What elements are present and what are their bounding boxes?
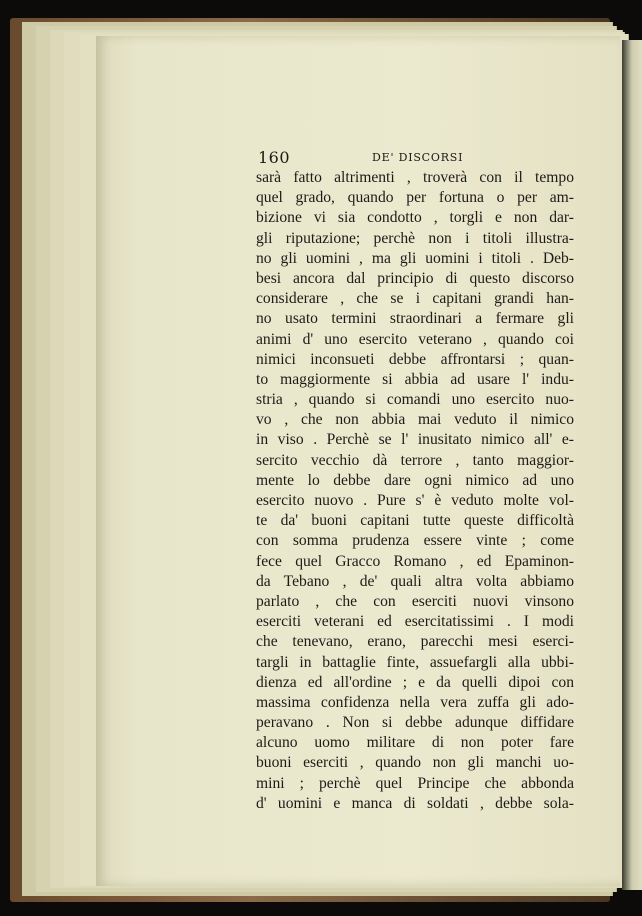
text-line: fece quel Gracco Romano , ed Epaminon- — [256, 552, 574, 570]
text-line: targli in battaglie finte, assuefargli alla ubbi- — [256, 653, 574, 671]
text-line: stria , quando si comandi uno esercito nuo- — [256, 391, 574, 409]
text-line: d' uomini e manca di soldati , debbe sola- — [256, 794, 574, 812]
page-header — [258, 148, 574, 168]
text-line: quel grado, quando per fortuna o per am- — [256, 189, 574, 207]
text-line: con somma prudenza essere vinte ; come — [256, 532, 574, 550]
text-line: no usato termini straordinari a fermare gli — [256, 310, 574, 328]
text-line: sarà fatto altrimenti , troverà con il tempo — [256, 169, 574, 186]
facing-page-edge — [622, 40, 642, 890]
text-line: buoni eserciti , quando non gli manchi uo- — [256, 754, 574, 772]
text-line: te da' buoni capitani tutte queste difficoltà — [256, 512, 574, 530]
text-line: mente lo debbe dare ogni nimico ad uno — [256, 471, 574, 489]
text-line: esercito nuovo . Pure s' è veduto molte vol- — [256, 492, 574, 509]
text-line: che tenevano, erano, parecchi mesi eserci- — [256, 633, 574, 651]
text-line: gli riputazione; perchè non i titoli illustra- — [256, 229, 574, 247]
text-line: parlato , che con eserciti nuovi vinsono — [256, 592, 574, 610]
text-line: dienza ed all'ordine ; e da quelli dipoi con — [256, 673, 574, 691]
text-line: bizione vi sia condotto , torgli e non dar- — [256, 209, 574, 227]
text-line: massima confidenza nella vera zuffa gli ado- — [256, 693, 574, 711]
text-line: alcuno uomo militare di non poter fare — [256, 734, 574, 752]
text-line: considerare , che se i capitani grandi han- — [256, 290, 574, 308]
text-line: eserciti veterani ed esercitatissimi . I modi — [256, 613, 574, 631]
body-text — [256, 168, 574, 814]
text-line: to maggiormente si abbia ad usare l' indu- — [256, 370, 574, 388]
text-line: animi d' uno esercito veterano , quando coi — [256, 330, 574, 348]
text-line: besi ancora dal principio di questo discorso — [256, 269, 574, 287]
running-head: DE' DISCORSI — [372, 151, 464, 164]
text-line: mini ; perchè quel Principe che abbonda — [256, 774, 574, 792]
text-line: no gli uomini , ma gli uomini i titoli . Deb- — [256, 249, 574, 267]
text-line: da Tebano , de' quali altra volta abbiamo — [256, 572, 574, 590]
text-line: nimici inconsueti debbe affrontarsi ; quan- — [256, 350, 574, 368]
page-number: 160 — [258, 148, 291, 167]
text-line: in viso . Perchè se l' inusitato nimico all' e- — [256, 431, 574, 449]
text-line: peravano . Non si debbe adunque diffidare — [256, 714, 574, 732]
text-line: vo , che non abbia mai veduto il nimico — [256, 411, 574, 429]
text-line: sercito vecchio dà terrore , tanto maggior- — [256, 451, 574, 469]
